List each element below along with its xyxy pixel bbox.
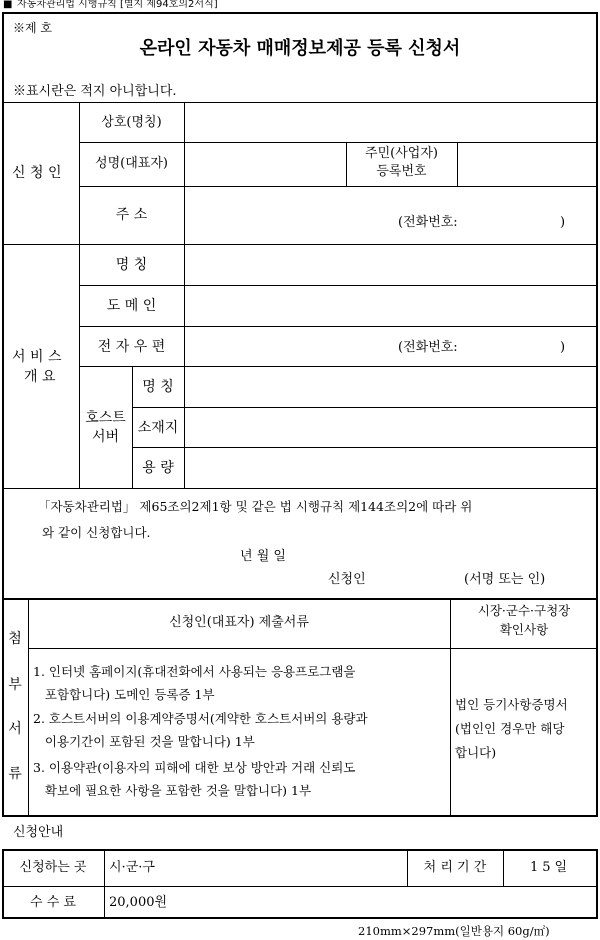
representative-name-label: 성명(대표자) [95, 156, 168, 171]
form-note: ※표시란은 적지 아니합니다. [13, 84, 177, 99]
declaration-date: 년 월 일 [240, 549, 286, 564]
fee-value: 20,000원 [109, 895, 168, 910]
divider [132, 407, 598, 408]
service-name-input[interactable] [188, 248, 593, 281]
declaration-applicant: 신청인 [328, 572, 366, 587]
attachments-side-char: 류 [8, 766, 22, 782]
domain-label: 도 메 인 [106, 298, 157, 314]
host-location-input[interactable] [188, 411, 593, 444]
law-reference: 자동차관리법 시행규칙 [별지 제94호의2서식] [17, 0, 218, 10]
address-input[interactable] [188, 190, 593, 206]
page-title: 온라인 자동차 매매정보제공 등록 신청서 [139, 38, 461, 59]
declaration-line-2: 와 같이 신청합니다. [42, 525, 151, 540]
document-item: 3. 이용약관(이용자의 피해에 대한 보상 방안과 거래 신뢰도 [33, 760, 356, 775]
divider [79, 142, 598, 143]
divider [104, 849, 105, 919]
document-item: 확보에 필요한 사항을 포함한 것을 말합니다) 1부 [33, 783, 312, 798]
office-label: 신청하는 곳 [19, 860, 87, 875]
representative-name-input[interactable] [188, 146, 342, 182]
service-phone-input[interactable] [470, 334, 555, 360]
paper-spec: 210mm×297mm(일반용지 60g/㎡) [358, 924, 550, 938]
divider [28, 648, 598, 649]
official-check-header-2: 확인사항 [499, 622, 549, 637]
registration-number-label: ※제 호 [13, 21, 52, 35]
guide-title: 신청안내 [13, 825, 64, 840]
divider [2, 244, 598, 245]
host-location-label: 소재지 [137, 420, 179, 436]
registration-number-input[interactable] [461, 146, 593, 182]
host-capacity-input[interactable] [188, 451, 593, 484]
email-input[interactable] [188, 330, 393, 363]
registration-number-label-1: 주민(사업자) [365, 146, 438, 161]
host-name-input[interactable] [188, 370, 593, 403]
document-item: 이용기간이 포함된 것을 말합니다) 1부 [33, 734, 255, 749]
host-capacity-label: 용 량 [142, 460, 174, 476]
divider [79, 366, 598, 367]
processing-period-value: 15일 [529, 860, 572, 875]
host-server-label-2: 서버 [91, 429, 120, 445]
declaration-line-1: 「자동차관리법」 제65조의2제1항 및 같은 법 시행규칙 제144조의2에 따라 위 [38, 499, 473, 514]
service-name-label: 명 칭 [115, 257, 148, 273]
attachments-side-char: 부 [8, 677, 22, 693]
attachments-side-char: 서 [8, 721, 22, 737]
service-section-label-2: 개 요 [24, 369, 56, 385]
applicant-signature-name-input[interactable] [375, 568, 460, 588]
applicant-phone-label: (전화번호: [398, 215, 458, 230]
company-name-label: 상호(명칭) [101, 115, 162, 130]
divider [28, 598, 29, 817]
header-square-icon: ■ [3, 0, 13, 10]
document-item: 1. 인터넷 홈페이지(휴대전화에서 사용되는 응용프로그램을 [33, 664, 356, 679]
divider [2, 488, 598, 489]
divider [2, 102, 598, 103]
applicant-phone-input[interactable] [470, 210, 555, 234]
applicant-phone-close: ) [560, 215, 566, 230]
document-item: 포함합니다) 도메인 등록증 1부 [33, 687, 215, 702]
document-item: 2. 호스트서버의 이용계약증명서(계약한 호스트서버의 용량과 [33, 711, 368, 726]
divider [132, 447, 598, 448]
host-name-label: 명 칭 [142, 379, 174, 395]
service-section-label-1: 서 비 스 [12, 349, 62, 365]
processing-period-label: 처 리 기 간 [423, 860, 487, 875]
divider [79, 285, 598, 286]
official-check-header-1: 시장·군수·구청장 [477, 603, 571, 618]
domain-input[interactable] [188, 289, 593, 322]
divider [2, 598, 598, 600]
divider [184, 102, 185, 244]
official-check-item: 법인 등기사항증명서 [455, 697, 568, 712]
applicant-documents-header: 신청인(대표자) 제출서류 [169, 615, 309, 630]
applicant-section-label: 신 청 인 [12, 165, 62, 181]
registration-number-label-2: 등록번호 [376, 164, 427, 179]
divider [79, 186, 598, 187]
divider [457, 142, 458, 186]
company-name-input[interactable] [188, 106, 593, 138]
office-value: 시·군·구 [109, 860, 155, 875]
fee-label: 수 수 료 [30, 895, 76, 910]
divider [79, 326, 598, 327]
service-phone-label: (전화번호: [398, 340, 458, 355]
signature-label: (서명 또는 인) [464, 572, 546, 587]
attachments-side-char: 첨 [8, 631, 22, 647]
service-phone-close: ) [560, 340, 566, 355]
email-label: 전 자 우 편 [97, 339, 166, 355]
official-check-item: (법인인 경우만 해당 [455, 721, 565, 736]
official-check-item: 합니다) [455, 745, 497, 760]
divider [2, 886, 598, 887]
host-server-label-1: 호스트 [85, 410, 126, 426]
address-label: 주 소 [115, 207, 148, 223]
